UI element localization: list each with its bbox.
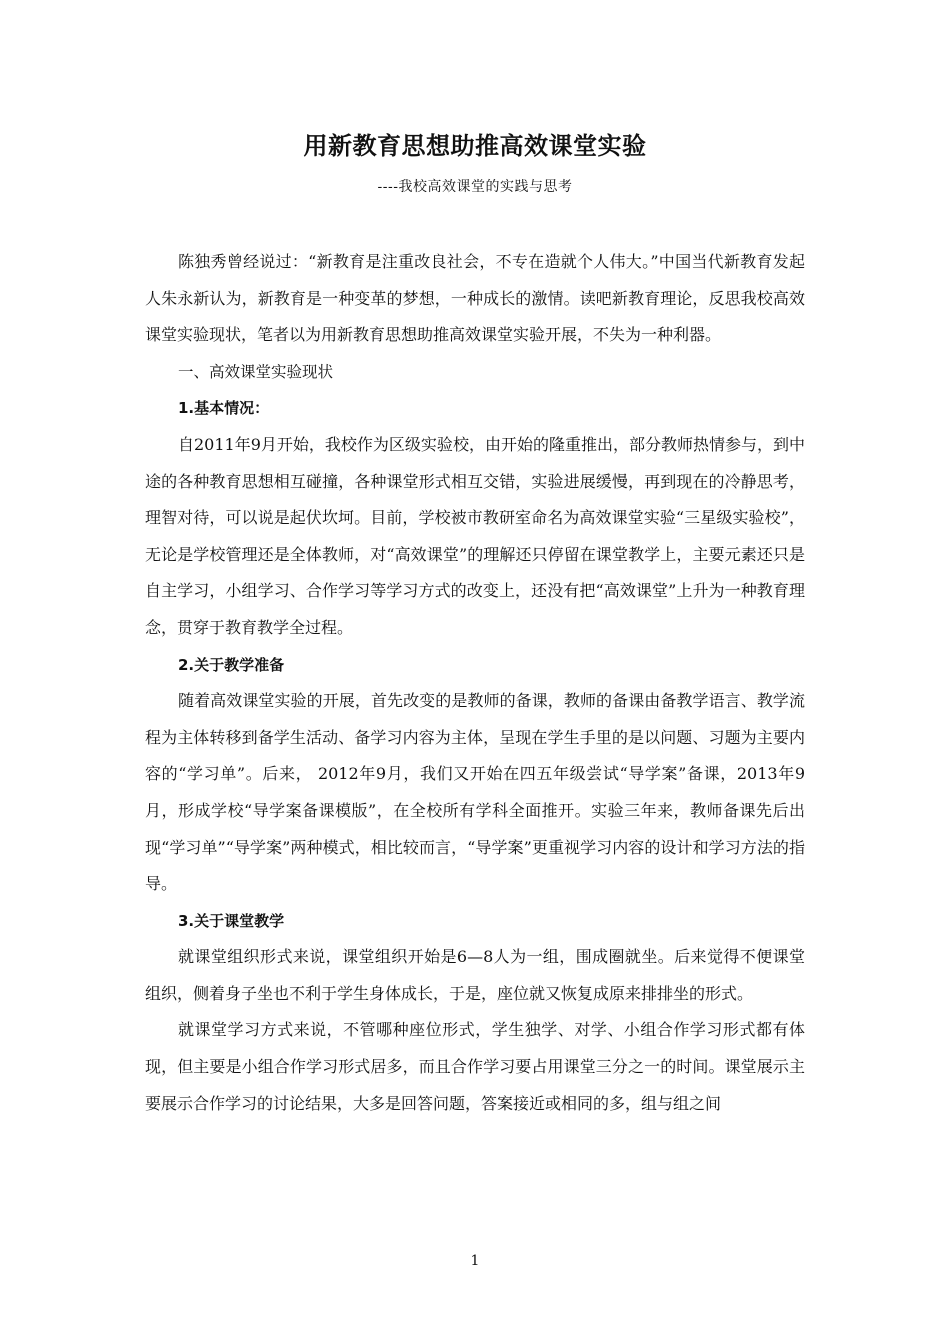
paragraph-learning-methods: 就课堂学习方式来说，不管哪种座位形式，学生独学、对学、小组合作学习形式都有体现，但主要是小组合作学习形式居多，而且合作学习要占用课堂三分之一的时间。课堂展示主要展示合作学习的讨论结果，大多是回答问题，答案接近或相同的多，组与组之间	[145, 1020, 805, 1113]
paragraph-teaching-preparation: 随着高效课堂实验的开展，首先改变的是教师的备课，教师的备课由备教学语言、教学流程为主体转移到备学生活动、备学习内容为主体，呈现在学生手里的是以问题、习题为主要内容的“学习单”。后来， 2012年9月，我们又开始在四五年级尝试“导学案”备课，2013年9月，形成学校“导学案备课模版”，在全校所有学科全面推开。实验三年来，教师备课先后出现“学习单”“导学案”两种模式，相比较而言，“导学案”更重视学习内容的设计和学习方法的指导。	[145, 691, 805, 894]
document-title: 用新教育思想助推高效课堂实验	[303, 132, 647, 160]
subheading-basic-situation: 1.基本情况：	[178, 399, 270, 418]
paragraph-basic-situation: 自2011年9月开始，我校作为区级实验校，由开始的隆重推出，部分教师热情参与，到中途的各种教育思想相互碰撞，各种课堂形式相互交错，实验进展缓慢，再到现在的冷静思考，理智对待，可以说是起伏坎坷。目前，学校被市教研室命名为高效课堂实验“三星级实验校”，无论是学校管理还是全体教师，对“高效课堂”的理解还只停留在课堂教学上，主要元素还只是自主学习，小组学习、合作学习等学习方式的改变上，还没有把“高效课堂”上升为一种教育理念，贯穿于教育教学全过程。	[145, 434, 805, 637]
paragraph-intro: 陈独秀曾经说过：“新教育是注重改良社会，不专在造就个人伟大。”中国当代新教育发起人朱永新认为，新教育是一种变革的梦想，一种成长的激情。读吧新教育理论，反思我校高效课堂实验现状，笔者以为用新教育思想助推高效课堂实验开展，不失为一种利器。	[145, 252, 805, 345]
subheading-classroom-teaching: 3.关于课堂教学	[178, 911, 285, 930]
paragraph-classroom-organization: 就课堂组织形式来说，课堂组织开始是6—8人为一组，围成圈就坐。后来觉得不便课堂组织，侧着身子坐也不利于学生身体成长，于是，座位就又恢复成原来排排坐的形式。	[145, 947, 805, 1003]
document-subtitle: ----我校高效课堂的实践与思考	[377, 179, 573, 195]
page-number: 1	[470, 1253, 480, 1269]
document-body	[145, 244, 805, 1122]
section-heading-status: 一、高效课堂实验现状	[178, 362, 334, 381]
subheading-teaching-preparation: 2.关于教学准备	[178, 655, 285, 674]
